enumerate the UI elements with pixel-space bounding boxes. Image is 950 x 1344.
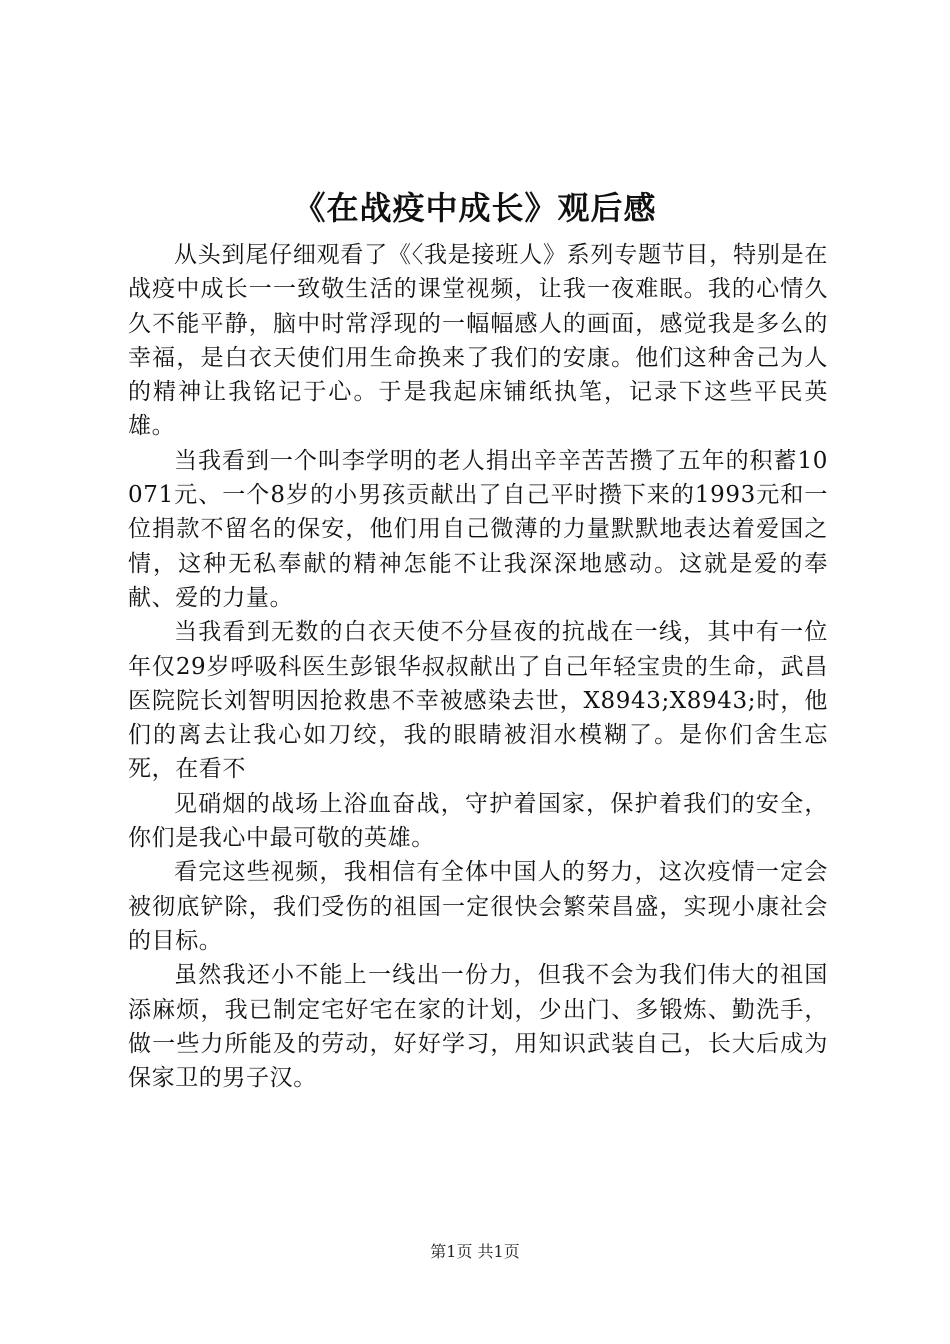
paragraph-6: 虽然我还小不能上一线出一份力，但我不会为我们伟大的祖国添麻烦，我已制定宅好宅在家的计划，少出门、多锻炼、勤洗手，做一些力所能及的劳动，好好学习，用知识武装自己，长大后成为保家卫的男子汉。: [128, 962, 828, 1092]
document-body: [128, 238, 828, 1095]
page-number-footer: 第1页 共1页: [430, 1242, 520, 1261]
paragraph-3: 当我看到无数的白衣天使不分昼夜的抗战在一线，其中有一位年仅29岁呼吸科医生彭银华叔叔献出了自己年轻宝贵的生命，武昌医院院长刘智明因抢救患不幸被感染去世，X8943;X8943;时，他们的离去让我心如刀绞，我的眼睛被泪水模糊了。是你们舍生忘死，在看不: [128, 619, 828, 783]
paragraph-1: 从头到尾仔细观看了《〈我是接班人》系列专题节目，特别是在战疫中成长一一致敬生活的课堂视频，让我一夜难眠。我的心情久久不能平静，脑中时常浮现的一幅幅感人的画面，感觉我是多么的幸福，是白衣天使们用生命换来了我们的安康。他们这种舍己为人的精神让我铭记于心。于是我起床铺纸执笔，记录下这些平民英雄。: [128, 242, 828, 440]
document-title: 《在战疫中成长》观后感: [293, 189, 657, 227]
paragraph-5: 看完这些视频，我相信有全体中国人的努力，这次疫情一定会被彻底铲除，我们受伤的祖国一定很快会繁荣昌盛，实现小康社会的目标。: [128, 859, 828, 954]
paragraph-2: 当我看到一个叫李学明的老人捐出辛辛苦苦攒了五年的积蓄10071元、一个8岁的小男孩贡献出了自己平时攒下来的1993元和一位捐款不留名的保安，他们用自己微薄的力量默默地表达着爱国之情，这种无私奉献的精神怎能不让我深深地感动。这就是爱的奉献、爱的力量。: [128, 447, 828, 611]
paragraph-4: 见硝烟的战场上浴血奋战，守护着国家，保护着我们的安全，你们是我心中最可敬的英雄。: [128, 790, 828, 852]
